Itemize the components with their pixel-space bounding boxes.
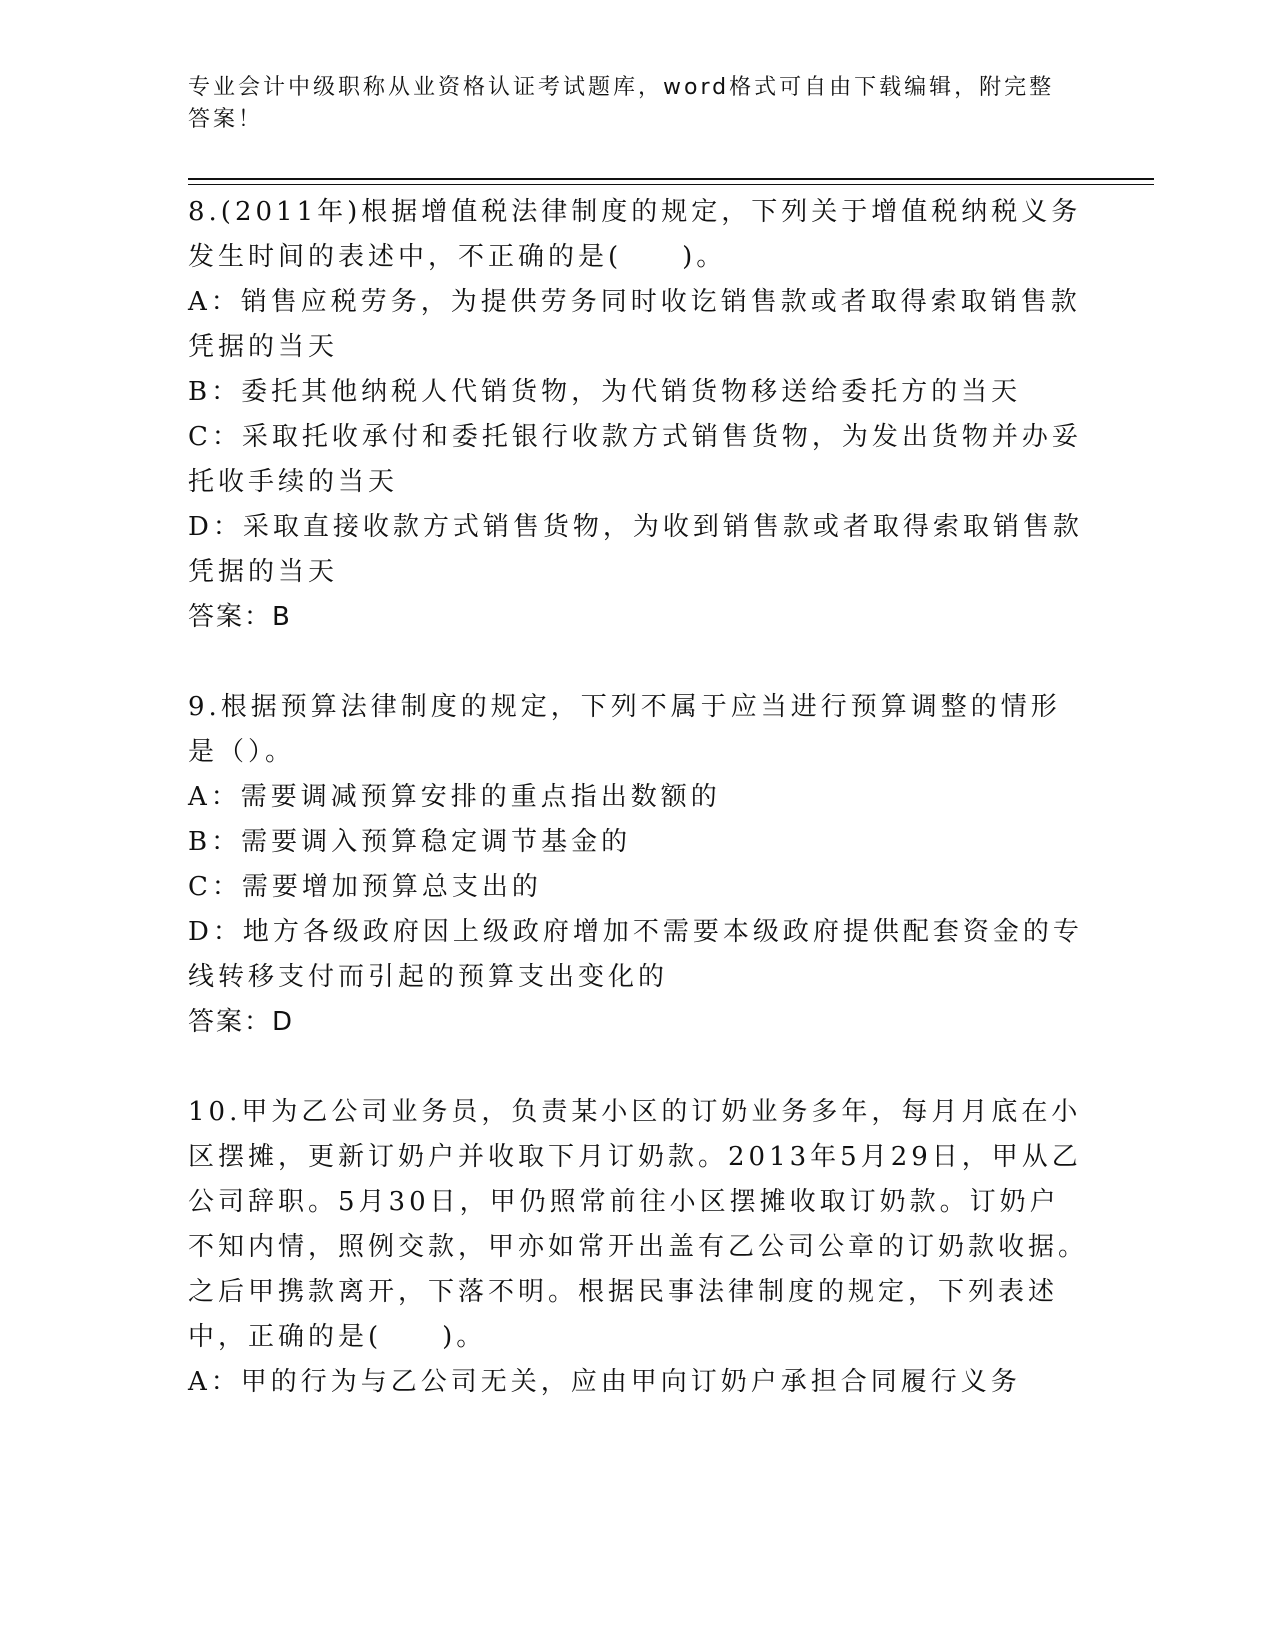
option-d: D：地方各级政府因上级政府增加不需要本级政府提供配套资金的专线转移支付而引起的预算支出变化的 xyxy=(188,917,1083,992)
question-stem: 9.根据预算法律制度的规定，下列不属于应当进行预算调整的情形是（）。 xyxy=(188,692,1061,767)
page-header: 专业会计中级职称从业资格认证考试题库，word格式可自由下载编辑，附完整答案！ xyxy=(188,75,1055,132)
header-rule-thick xyxy=(188,178,1154,180)
option-a: A：甲的行为与乙公司无关，应由甲向订奶户承担合同履行义务 xyxy=(188,1367,1021,1397)
option-b: B：委托其他纳税人代销货物，为代销货物移送给委托方的当天 xyxy=(188,377,1022,407)
option-b: B：需要调入预算稳定调节基金的 xyxy=(188,827,632,857)
option-c: C：采取托收承付和委托银行收款方式销售货物，为发出货物并办妥托收手续的当天 xyxy=(188,422,1082,497)
question-stem: 8.(2011年)根据增值税法律制度的规定，下列关于增值税纳税义务发生时间的表述中，不正确的是( )。 xyxy=(188,197,1082,272)
option-d: D：采取直接收款方式销售货物，为收到销售款或者取得索取销售款凭据的当天 xyxy=(188,512,1083,587)
answer: 答案：D xyxy=(188,1007,295,1037)
option-a: A：需要调减预算安排的重点指出数额的 xyxy=(188,782,721,812)
question-9 xyxy=(188,685,1088,1045)
option-a: A：销售应税劳务，为提供劳务同时收讫销售款或者取得索取销售款凭据的当天 xyxy=(188,287,1081,362)
header-rule-thin xyxy=(188,184,1154,185)
option-c: C：需要增加预算总支出的 xyxy=(188,872,542,902)
question-list xyxy=(188,190,1088,1450)
question-8 xyxy=(188,190,1088,640)
question-10 xyxy=(188,1090,1088,1405)
answer: 答案：B xyxy=(188,602,292,632)
question-stem: 10.甲为乙公司业务员，负责某小区的订奶业务多年，每月月底在小区摆摊，更新订奶户并收取下月订奶款。2013年5月29日，甲从乙公司辞职。5月30日，甲仍照常前往小区摆摊收取订奶款。订奶户不知内情，照例交款，甲亦如常开出盖有乙公司公章的订奶款收据。之后甲携款离开，下落不明。根据民事法律制度的规定，下列表述中，正确的是( )。 xyxy=(188,1097,1089,1352)
